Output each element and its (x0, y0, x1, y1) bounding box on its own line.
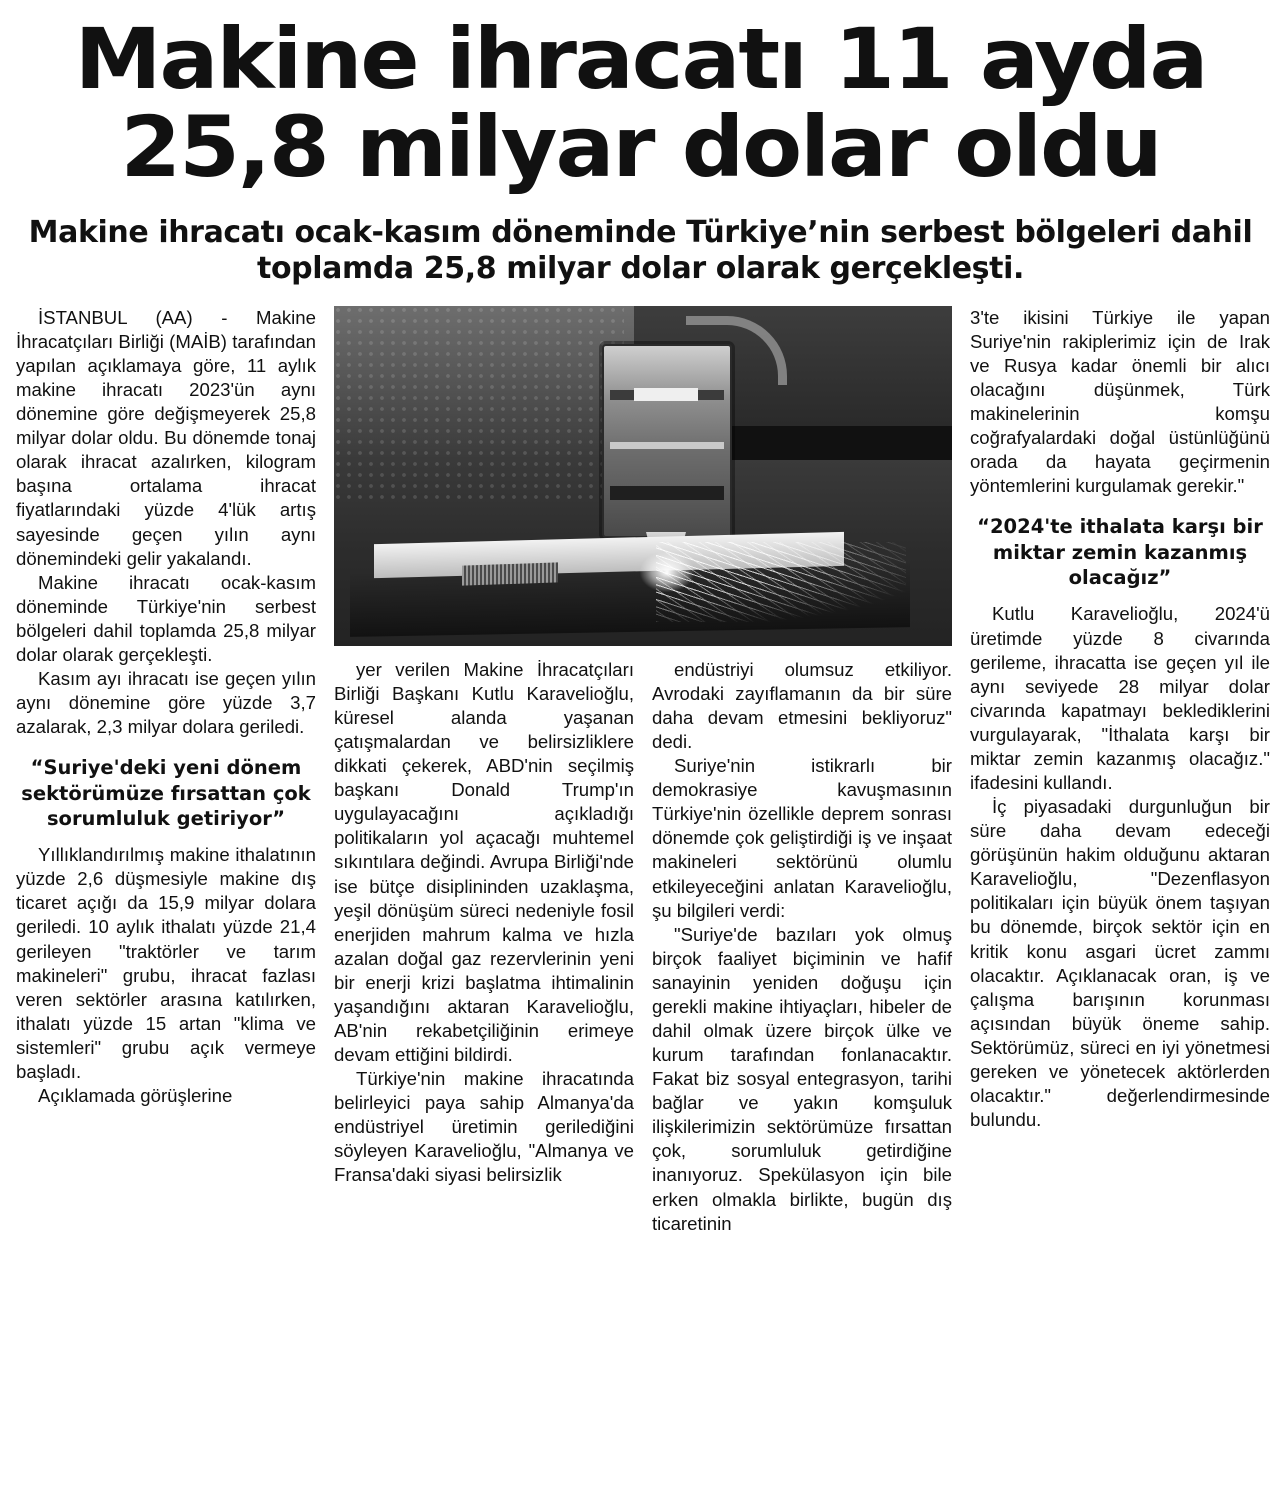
photo-head-band (610, 442, 724, 449)
column-right (970, 306, 1270, 1132)
paragraph: İç piyasadaki durgunluğun bir süre daha devam edeceği görüşünün hakim olduğunu aktaran Karavelioğlu, "Dezenflasyon politikaları için büyük önem taşıyan bu dönemde, birçok sektör için en kritik konu asgari ücret zammı olacaktır. Açıklanacak oran, iş ve çalışma barışının korunması açısından büyük öneme sahip. Sektörümüz, süreci en iyi yönetmesi gereken ve yönetecek aktörlerden olacaktır." değerlendirmesinde bulundu. (970, 796, 1270, 1131)
photo-brush (462, 562, 558, 585)
paragraph: İSTANBUL (AA) - Makine İhracatçıları Birliği (MAİB) tarafından yapılan açıklamaya göre, 11 aylık makine ihracatı 2023'ün aynı dönemine göre değişmeyerek 25,8 milyar dolar oldu. Bu dönemde tonaj olarak ihracat azalırken, kilogram başına ortalama ihracat fiyatlarındaki yüzde 4'lük artış sayesinde geçen yılın aynı dönemindeki gelir yakalandı. (16, 306, 316, 569)
headline-line-1: Makine ihracatı 11 ayda (74, 10, 1207, 108)
photo-head-label (634, 388, 698, 401)
paragraph: Makine ihracatı ocak-kasım döneminde Türkiye'nin serbest bölgeleri dahil toplamda 25,8 milyar dolar olarak gerçekleşti. (16, 571, 316, 665)
column-mid-1 (334, 306, 634, 1188)
paragraph: Açıklamada görüşlerine (38, 1085, 233, 1107)
paragraph: Kasım ayı ihracatı ise geçen yılın aynı dönemine göre yüzde 3,7 azalarak, 2,3 milyar dolara geriledi. (16, 667, 316, 738)
crosshead: “Suriye'deki yeni dönem sektörümüze fırsattan çok sorumluluk getiriyor” (21, 756, 311, 830)
photo-head-band (610, 486, 724, 500)
paragraph: Türkiye'nin makine ihracatında belirleyici paya sahip Almanya'da endüstriyel üretimin gerilediğini söyleyen Karavelioğlu, "Almanya ve Fransa'daki siyasi belirsizlik (334, 1068, 634, 1186)
paragraph: 3'te ikisini Türkiye ile yapan Suriye'nin rakiplerimiz için de Irak ve Rusya kadar önemli bir alıcı olacağını düşünmek, Türk makinelerinin komşu coğrafyalardaki doğal üstünlüğünü orada da hayata geçirmenin yöntemlerini kurgulamak gerekir." (970, 306, 1270, 497)
paragraph: endüstriyi olumsuz etkiliyor. Avrodaki zayıflamanın da bir süre daha devam etmesini bekliyoruz" dedi. (652, 658, 952, 753)
article-body (16, 306, 1270, 1236)
newspaper-article-page (0, 10, 1281, 1509)
photo-perforated-panel (334, 306, 624, 506)
paragraph: Suriye'nin istikrarlı bir demokrasiye kavuşmasının Türkiye'nin özellikle deprem sonrası dönemde çok geliştirdiği iş ve inşaat makineleri sektörünü olumlu etkileyeceğini anlatan Karavelioğlu, şu bilgileri verdi: (652, 755, 952, 921)
photo-laser-head (602, 344, 732, 538)
article-photo (334, 306, 952, 646)
crosshead: “2024'te ithalata karşı bir miktar zemin kazanmış olacağız” (977, 515, 1263, 590)
paragraph: Kutlu Karavelioğlu, 2024'ü üretimde yüzde 8 civarında gerileme, ihracatta ise geçen yıl ile aynı seviyede 28 milyar dolar civarında kapatmayı beklediklerini vurgulayarak, "İthalata karşı bir miktar zemin kazanmış olacağız." ifadesini kullandı. (970, 603, 1270, 794)
column-left (16, 306, 316, 1108)
article-subheadline: Makine ihracatı ocak-kasım döneminde Türkiye’nin serbest bölgeleri dahil toplamda 25,8 milyar dolar olarak gerçekleşti. (28, 214, 1253, 287)
photo-cut-flash (640, 552, 694, 592)
page-title (0, 10, 1281, 197)
paragraph: yer verilen Makine İhracatçıları Birliği Başkanı Kutlu Karavelioğlu, küresel alanda yaşanan çatışmalardan ve belirsizliklere dikkati çekerek, ABD'nin seçilmiş başkanı Donald Trump'ın uygulayacağını açıkladığı politikaların yol açacağı muhtemel sıkıntılara değindi. Avrupa Birliği'nde ise bütçe disiplininden uzaklaşma, yeşil dönüşüm süreci nedeniyle fosil enerjiden mahrum kalma ve hızla azalan doğal gaz rezervlerinin yeni bir enerji krizi başlatma ihtimalinin yaşandığını aktaran Karavelioğlu, AB'nin rekabetçiliğinin erimeye devam ettiğini bildirdi. (334, 658, 634, 1066)
headline-line-2: 25,8 milyar dolar oldu (120, 98, 1161, 197)
paragraph: "Suriye'de bazıları yok olmuş birçok faaliyet biçiminin ve hafif sanayinin yeniden doğuşu için gerekli makine ihtiyaçları, hibeler de dahil olmak üzere birçok ülke ve kurum tarafından fonlanacaktır. Fakat biz sosyal entegrasyon, tarihi bağlar ve yakın komşuluk ilişkilerimizin sektörümüze fırsattan çok, sorumluluk getirdiğine inanıyoruz. Spekülasyon için bile erken olmakla birlikte, bugün dış ticaretinin (652, 923, 952, 1234)
paragraph: Yıllıklandırılmış makine ithalatının yüzde 2,6 düşmesiyle makine dış ticaret açığı da 15,9 milyar dolara geriledi. 10 aylık ithalatı yüzde 21,4 gerileyen "traktörler ve tarım makineleri" grubu, ihracat fazlası veren sektörler arasına katılırken, ithalatı yüzde 15 artan "klima ve sistemleri" grubu açık vermeye başladı. (16, 844, 316, 1082)
